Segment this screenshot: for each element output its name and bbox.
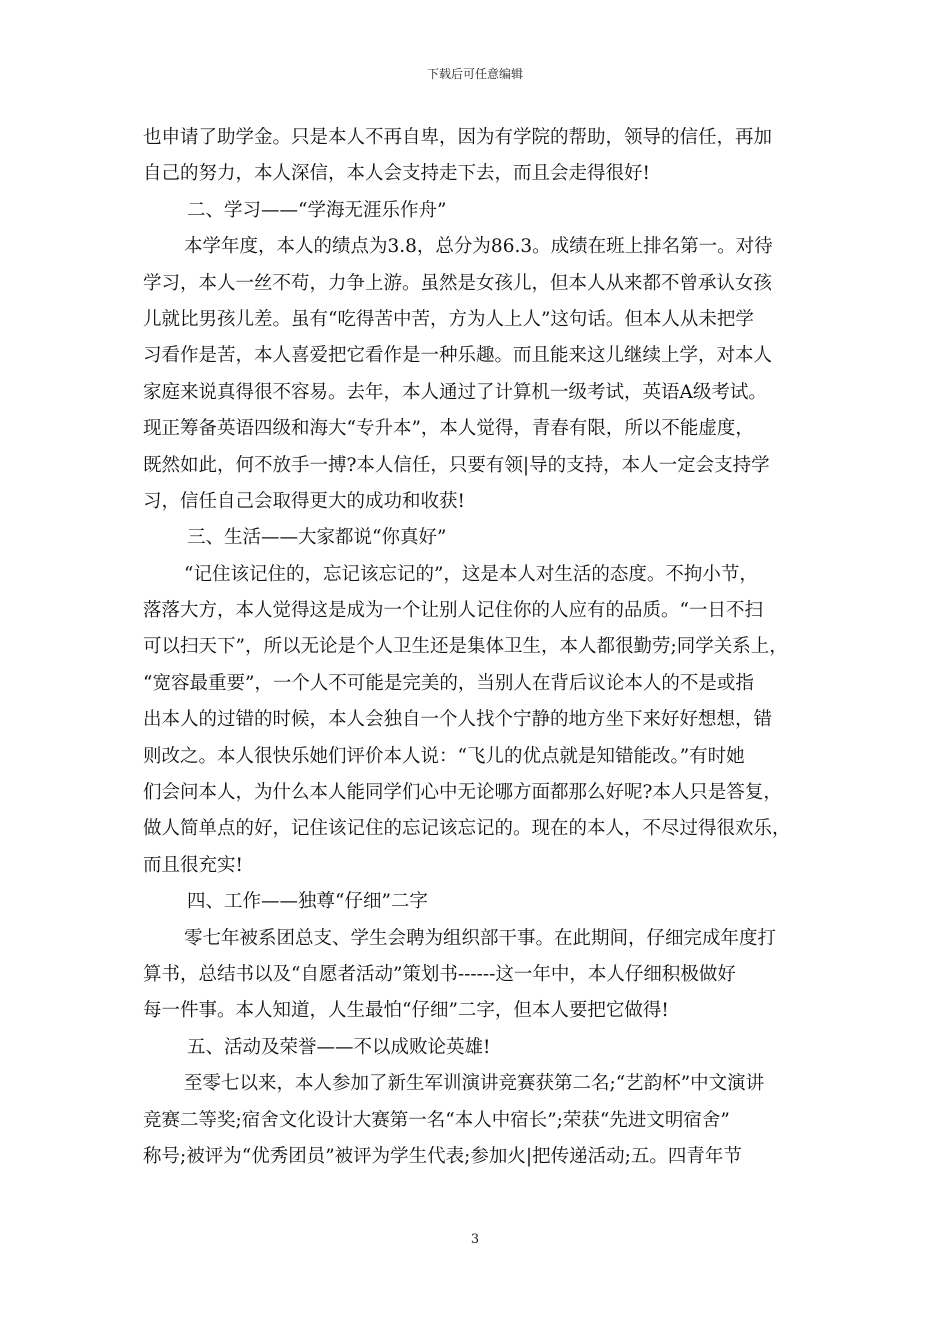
body-line: 既然如此，何不放手一搏?本人信任，只要有领|导的支持，本人一定会支持学 bbox=[143, 454, 770, 476]
body-line: “宽容最重要”，一个人不可能是完美的，当别人在背后议论本人的不是或指 bbox=[143, 672, 754, 694]
body-line: 至零七以来，本人参加了新生军训演讲竞赛获第二名;“艺韵杯”中文演讲 bbox=[184, 1073, 765, 1095]
body-line: 做人简单点的好，记住该记住的忘记该忘记的。现在的本人，不尽过得很欢乐， bbox=[143, 818, 791, 840]
body-line: 自己的努力，本人深信，本人会支持走下去，而且会走得很好! bbox=[143, 163, 650, 185]
page-header: 下载后可任意编辑 bbox=[426, 67, 523, 81]
section-heading-life: 三、生活——大家都说“你真好” bbox=[187, 527, 447, 549]
body-line: 学习，本人一丝不苟，力争上游。虽然是女孩儿，但本人从来都不曾承认女孩 bbox=[143, 272, 773, 294]
section-heading-activities: 五、活动及荣誉——不以成败论英雄! bbox=[187, 1036, 491, 1058]
body-line: 儿就比男孩儿差。虽有“吃得苦中苦，方为人上人”这句话。但本人从未把学 bbox=[143, 308, 754, 330]
body-line: 落落大方，本人觉得这是成为一个让别人记住你的人应有的品质。“一日不扫 bbox=[143, 600, 763, 622]
body-line: “记住该记住的，忘记该忘记的”，这是本人对生活的态度。不拘小节， bbox=[184, 563, 758, 585]
body-line: 称号;被评为“优秀团员”被评为学生代表;参加火|把传递活动;五。四青年节 bbox=[143, 1145, 742, 1167]
body-line: 每一件事。本人知道，人生最怕“仔细”二字，但本人要把它做得! bbox=[143, 1000, 669, 1022]
section-heading-study: 二、学习——“学海无涯乐作舟” bbox=[187, 199, 447, 221]
body-line: 算书，总结书以及“自愿者活动”策划书------这一年中，本人仔细积极做好 bbox=[143, 963, 736, 985]
body-line: 也申请了助学金。只是本人不再自卑，因为有学院的帮助，领导的信任，再加 bbox=[143, 127, 773, 148]
body-line: 习，信任自己会取得更大的成功和收获! bbox=[143, 490, 465, 512]
body-line: 出本人的过错的时候，本人会独自一个人找个宁静的地方坐下来好好想想，错 bbox=[143, 709, 773, 731]
body-line: 竞赛二等奖;宿舍文化设计大赛第一名“本人中宿长”;荣获“先进文明宿舍” bbox=[143, 1109, 730, 1131]
body-line: 家庭来说真得很不容易。去年，本人通过了计算机一级考试，英语A级考试。 bbox=[143, 381, 767, 403]
body-line: 本学年度，本人的绩点为3.8，总分为86.3。成绩在班上排名第一。对待 bbox=[184, 236, 773, 258]
body-line: 可以扫天下”，所以无论是个人卫生还是集体卫生，本人都很勤劳;同学关系上， bbox=[143, 636, 788, 658]
body-line: 们会问本人，为什么本人能同学们心中无论哪方面都那么好呢?本人只是答复， bbox=[143, 782, 782, 804]
body-line: 而且很充实! bbox=[143, 854, 243, 876]
body-line: 零七年被系团总支、学生会聘为组织部干事。在此期间，仔细完成年度打 bbox=[184, 927, 777, 949]
body-line: 现正筹备英语四级和海大“专升本”，本人觉得，青春有限，所以不能虚度， bbox=[143, 418, 754, 440]
section-heading-work: 四、工作——独尊“仔细”二字 bbox=[187, 891, 428, 913]
document-body bbox=[143, 120, 818, 1175]
page-number: 3 bbox=[470, 1232, 480, 1247]
body-line: 则改之。本人很快乐她们评价本人说：“飞儿的优点就是知错能改。”有时她 bbox=[143, 745, 745, 767]
body-line: 习看作是苦，本人喜爱把它看作是一种乐趣。而且能来这儿继续上学，对本人 bbox=[143, 345, 773, 367]
